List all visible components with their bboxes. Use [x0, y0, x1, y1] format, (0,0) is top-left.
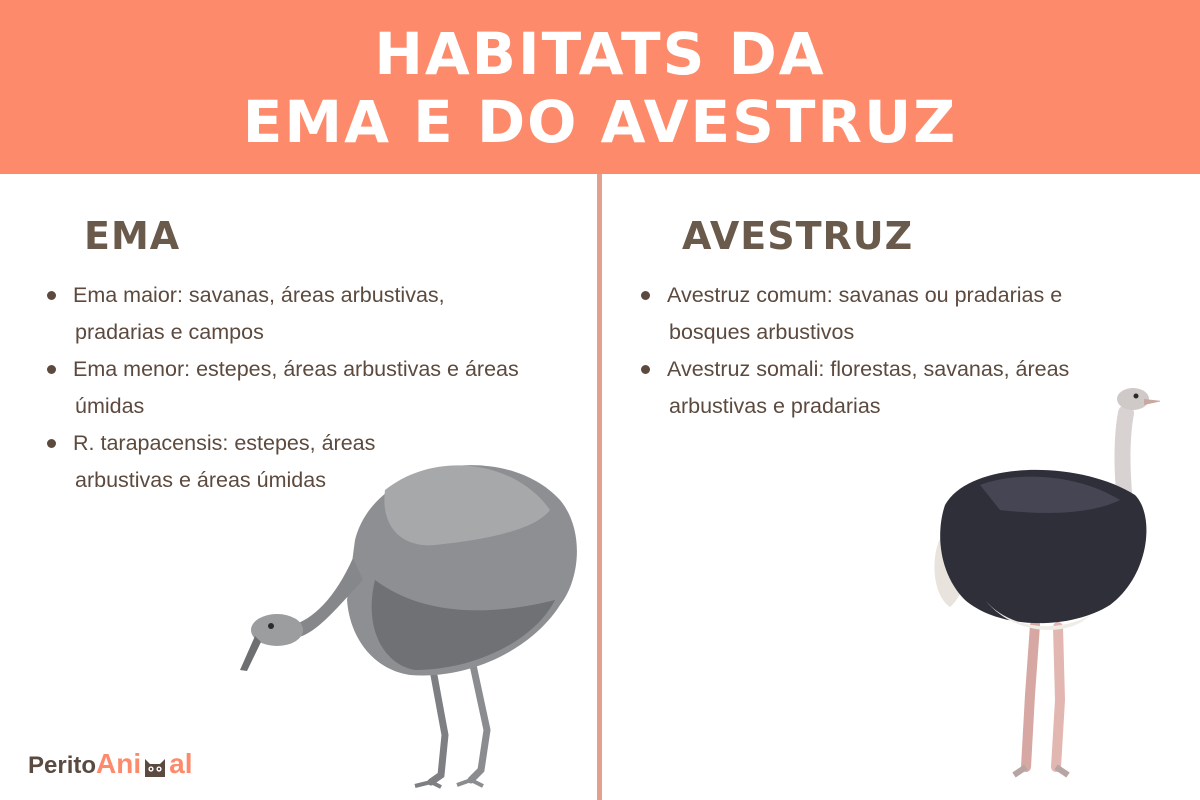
logo-text-al: al	[169, 748, 193, 779]
bullet-icon	[47, 291, 56, 300]
ostrich-illustration-icon	[930, 375, 1160, 790]
avestruz-habitat-list	[641, 277, 1121, 425]
avestruz-habitat-text: Avestruz somali: florestas, savanas, áreas arbustivas e pradarias	[667, 357, 1070, 418]
page-title-line-2: EMA E DO AVESTRUZ	[242, 88, 958, 156]
cat-face-icon	[142, 753, 168, 779]
ema-habitat-text: R. tarapacensis: estepes, áreas arbustivas e áreas úmidas	[73, 431, 376, 492]
page-title-line-1: HABITATS DA	[374, 20, 826, 88]
ema-heading: EMA	[84, 214, 181, 258]
perito-animal-logo	[28, 748, 192, 788]
avestruz-heading: AVESTRUZ	[682, 214, 914, 258]
list-item	[641, 277, 1121, 351]
list-item	[47, 351, 527, 425]
logo-text-perito: Perito	[28, 752, 97, 779]
bullet-icon	[47, 365, 56, 374]
ema-habitat-text: Ema menor: estepes, áreas arbustivas e áreas úmidas	[73, 357, 519, 418]
avestruz-habitat-text: Avestruz comum: savanas ou pradarias e bosques arbustivos	[667, 283, 1063, 344]
logo-text-ani: Ani	[96, 748, 142, 779]
list-item	[641, 351, 1089, 425]
bullet-icon	[47, 439, 56, 448]
ema-habitat-list	[47, 277, 527, 499]
column-divider	[597, 174, 602, 800]
list-item	[47, 277, 527, 351]
list-item	[47, 425, 415, 499]
bullet-icon	[641, 291, 650, 300]
ema-habitat-text: Ema maior: savanas, áreas arbustivas, pradarias e campos	[73, 283, 445, 344]
header-banner	[0, 0, 1200, 174]
bullet-icon	[641, 365, 650, 374]
